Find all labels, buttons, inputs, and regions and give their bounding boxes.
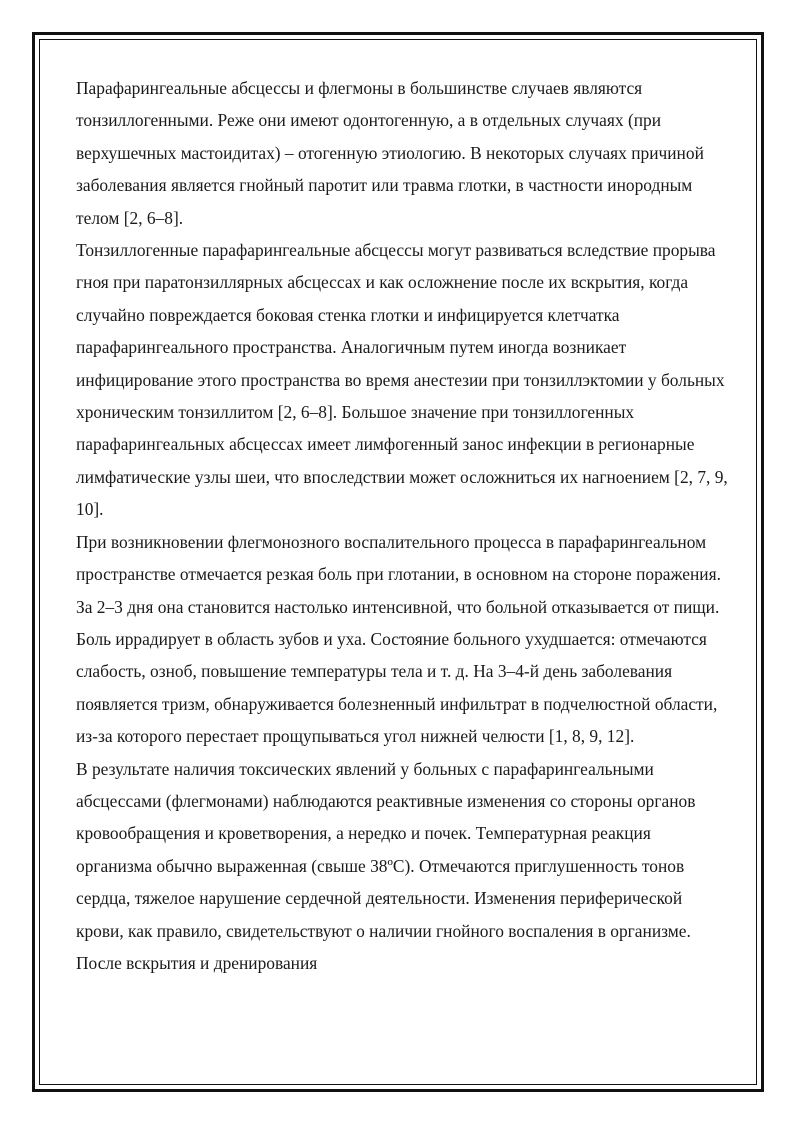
paragraph-4: В результате наличия токсических явлений у больных с парафарингеальными абсцессами (флегмонами) наблюдаются реактивные изменения со стороны органов кровообращения и кроветворения, а нередко и почек. Температурная реакция организма обычно выраженная (свыше 38ºC). Отмечаются приглушенность тонов сердца, тяжелое нарушение сердечной деятельности. Изменения периферической крови, как правило, свидетельствуют о наличии гнойного воспаления в организме. После вскрытия и дренирования [76, 758, 696, 973]
document-body [76, 72, 728, 979]
paragraph-2: Тонзиллогенные парафарингеальные абсцессы могут развиваться вследствие прорыва гноя при паратонзиллярных абсцессах и как осложнение после их вскрытия, когда случайно повреждается боковая стенка глотки и инфицируется клетчатка парафарингеального пространства. Аналогичным путем иногда возникает инфицирование этого пространства во время анестезии при тонзиллэктомии у больных хроническим тонзиллитом [2, 6–8]. Большое значение при тонзиллогенных парафарингеальных абсцессах имеет лимфогенный занос инфекции в регионарные лимфатические узлы шеи, что впоследствии может осложниться их нагноением [2, 7, 9, 10]. [76, 240, 728, 520]
paragraph-1: Парафарингеальные абсцессы и флегмоны в большинстве случаев являются тонзиллогенными. Реже они имеют одонтогенную, а в отдельных случаях (при верхушечных мастоидитах) – отогенную этиологию. В некоторых случаях причиной заболевания является гнойный паротит или травма глотки, в частности инородным телом [2, 6–8]. [76, 78, 704, 228]
paragraph-3: При возникновении флегмонозного воспалительного процесса в парафарингеальном пространстве отмечается резкая боль при глотании, в основном на стороне поражения. За 2–3 дня она становится настолько интенсивной, что больной отказывается от пищи. Боль иррадирует в область зубов и уха. Состояние больного ухудшается: отмечаются слабость, озноб, повышение температуры тела и т. д. На 3–4-й день заболевания появляется тризм, обнаруживается болезненный инфильтрат в подчелюстной области, из-за которого перестает прощупываться угол нижней челюсти [1, 8, 9, 12]. [76, 531, 721, 747]
